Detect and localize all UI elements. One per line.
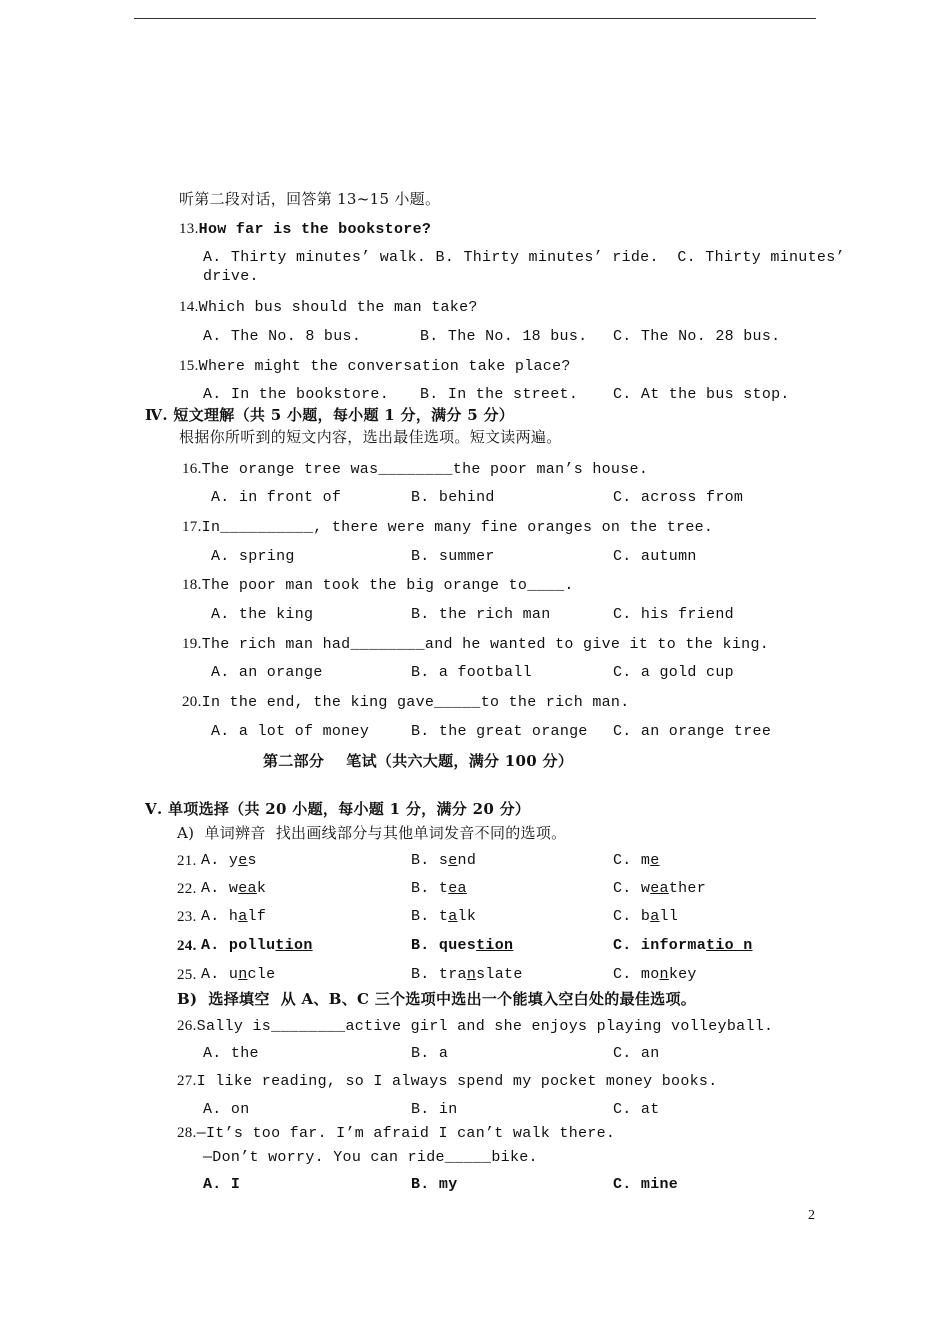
option-b: B. question (411, 937, 514, 954)
option-b: B. my (411, 1176, 458, 1193)
option-c: C. at (613, 1101, 660, 1118)
question-28 (177, 1124, 615, 1143)
option-a: A. on (203, 1101, 250, 1118)
question-20 (182, 693, 630, 712)
question-number: 18. (182, 577, 202, 593)
option-b: B. a (411, 1045, 449, 1062)
option-b: B. the rich man (411, 606, 551, 623)
option-a: A. spring (211, 548, 295, 565)
option-a: A. weak (201, 880, 267, 897)
question-25 (177, 966, 197, 985)
question-number: 14. (179, 299, 199, 315)
question-19 (182, 635, 769, 654)
option-b: B. send (411, 852, 477, 869)
question-number: 20. (182, 694, 202, 710)
question-stem: In the end, the king gave_____to the rich man. (201, 694, 630, 711)
question-number: 17. (182, 519, 202, 535)
option-b: B. talk (411, 908, 477, 925)
option-c: C. mine (613, 1176, 679, 1193)
section-5-sub-a: A) 单词辨音 找出画线部分与其他单词发音不同的选项。 (177, 824, 567, 842)
section-4-heading: Ⅳ. 短文理解（共 5 小题，每小题 1 分，满分 5 分） (145, 406, 515, 424)
option-a: A. the king (211, 606, 314, 623)
question-26 (177, 1017, 773, 1036)
question-number: 21. (177, 853, 197, 869)
option-b: B. translate (411, 966, 523, 983)
option-c: C. ball (613, 908, 679, 925)
option-a: A. the (203, 1045, 259, 1062)
option-c: C. his friend (613, 606, 734, 623)
option-b: B. in (411, 1101, 458, 1118)
question-number: 15. (179, 358, 199, 374)
option-a: A. an orange (211, 664, 323, 681)
option-a: A. pollution (201, 937, 313, 954)
option-b: B. a football (411, 664, 532, 681)
question-stem: I like reading, so I always spend my pocket money books. (196, 1073, 718, 1090)
question-18 (182, 576, 574, 595)
question-23 (177, 908, 197, 927)
section-4-instructions: 根据你所听到的短文内容，选出最佳选项。短文读两遍。 (179, 428, 562, 446)
option-c: C. autumn (613, 548, 697, 565)
option-c: C. across from (613, 489, 744, 506)
part-2-heading: 第二部分 笔试（共六大题，满分 100 分） (263, 752, 574, 770)
option-b: B. tea (411, 880, 467, 897)
question-number: 27. (177, 1073, 197, 1089)
option-c: C. The No. 28 bus. (613, 328, 781, 345)
option-a: A. yes (201, 852, 257, 869)
option-a: A. half (201, 908, 267, 925)
question-stem: The poor man took the big orange to____. (201, 577, 574, 594)
question-27 (177, 1072, 718, 1091)
option-b: B. The No. 18 bus. (420, 328, 588, 345)
section-5-heading: Ⅴ. 单项选择（共 20 小题，每小题 1 分，满分 20 分） (145, 800, 531, 818)
option-a: A. I (203, 1176, 241, 1193)
question-number: 19. (182, 636, 202, 652)
option-c: C. a gold cup (613, 664, 734, 681)
option-c: C. an orange tree (613, 723, 772, 740)
question-stem: The orange tree was________the poor man’s house. (201, 461, 649, 478)
question-13-options-wrap: drive. (203, 268, 259, 285)
option-a: A. a lot of money (211, 723, 370, 740)
question-stem: The rich man had________and he wanted to give it to the king. (201, 636, 770, 653)
option-b: B. behind (411, 489, 495, 506)
question-21 (177, 852, 197, 871)
question-24 (177, 937, 197, 956)
question-16 (182, 460, 648, 479)
dialogue-line-1: —It’s too far. I’m afraid I can’t walk there. (196, 1125, 616, 1142)
question-22 (177, 880, 197, 899)
page-number: 2 (808, 1208, 815, 1223)
header-rule (134, 18, 816, 19)
option-b: B. In the street. (420, 386, 579, 403)
option-b: B. the great orange (411, 723, 588, 740)
question-stem: How far is the bookstore? (198, 221, 432, 238)
question-15 (179, 357, 571, 376)
dialogue-line-2: —Don’t worry. You can ride_____bike. (203, 1149, 538, 1166)
question-number: 25. (177, 967, 197, 983)
question-number: 16. (182, 461, 202, 477)
question-number: 24. (177, 938, 197, 954)
question-number: 23. (177, 909, 197, 925)
option-c: C. At the bus stop. (613, 386, 790, 403)
option-c: C. weather (613, 880, 707, 897)
question-number: 22. (177, 881, 197, 897)
option-c: C. me (613, 852, 660, 869)
question-13 (179, 220, 431, 239)
question-stem: Which bus should the man take? (198, 299, 478, 316)
option-c: C. an (613, 1045, 660, 1062)
option-b: B. summer (411, 548, 495, 565)
option-c: C. informatio n (613, 937, 753, 954)
question-stem: Where might the conversation take place? (198, 358, 571, 375)
option-a: A. uncle (201, 966, 276, 983)
question-number: 26. (177, 1018, 197, 1034)
question-14 (179, 298, 478, 317)
question-stem: Sally is________active girl and she enjoys playing volleyball. (196, 1018, 774, 1035)
question-stem: In__________, there were many fine oranges on the tree. (201, 519, 714, 536)
question-13-options: A. Thirty minutes’ walk. B. Thirty minutes’ ride. C. Thirty minutes’ (203, 249, 845, 266)
section-5-sub-b: B) 选择填空 从 A、B、C 三个选项中选出一个能填入空白处的最佳选项。 (177, 990, 697, 1008)
listening-section2-intro: 听第二段对话，回答第 13~15 小题。 (179, 190, 441, 208)
question-number: 13. (179, 221, 199, 237)
option-c: C. monkey (613, 966, 697, 983)
option-a: A. The No. 8 bus. (203, 328, 362, 345)
question-number: 28. (177, 1125, 197, 1141)
question-17 (182, 518, 713, 537)
option-a: A. in front of (211, 489, 342, 506)
option-a: A. In the bookstore. (203, 386, 390, 403)
